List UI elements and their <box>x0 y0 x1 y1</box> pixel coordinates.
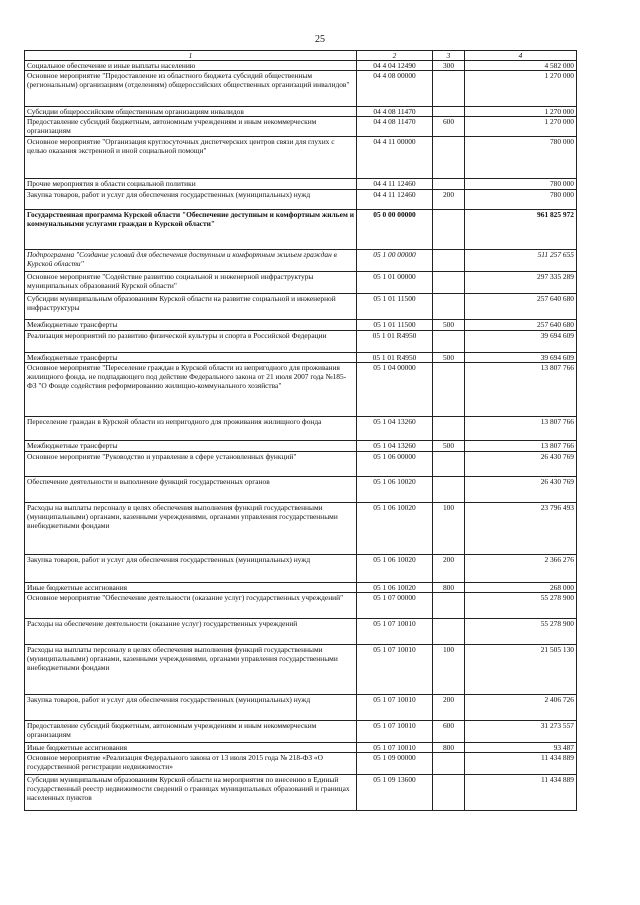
row-type-cell <box>433 210 465 250</box>
row-name-cell: Закупка товаров, работ и услуг для обеспечения государственных (муниципальных) нужд <box>25 190 357 210</box>
table-row <box>25 753 577 775</box>
row-type-cell: 600 <box>433 721 465 743</box>
row-code-cell: 05 1 06 10020 <box>357 503 433 555</box>
row-amount-cell: 39 694 609 <box>465 353 577 363</box>
table-row <box>25 250 577 272</box>
header-col-4: 4 <box>465 51 577 61</box>
row-type-cell: 600 <box>433 117 465 137</box>
table-row <box>25 452 577 477</box>
row-type-cell <box>433 363 465 417</box>
row-name-cell: Предоставление субсидий бюджетным, автономным учреждениям и иным некоммерческим организациям <box>25 117 357 137</box>
row-code-cell: 04 4 04 12490 <box>357 61 433 71</box>
row-name-cell: Субсидии общероссийским общественным организациям инвалидов <box>25 107 357 117</box>
row-amount-cell: 4 582 000 <box>465 61 577 71</box>
row-type-cell <box>433 272 465 294</box>
row-name-cell: Закупка товаров, работ и услуг для обеспечения государственных (муниципальных) нужд <box>25 555 357 583</box>
budget-table <box>24 50 577 811</box>
row-code-cell: 05 1 06 10020 <box>357 583 433 593</box>
row-type-cell: 100 <box>433 645 465 695</box>
row-amount-cell: 268 000 <box>465 583 577 593</box>
row-name-cell: Реализация мероприятий по развитию физической культуры и спорта в Российской Федерации <box>25 331 357 353</box>
row-amount-cell: 39 694 609 <box>465 331 577 353</box>
table-row <box>25 61 577 71</box>
row-code-cell: 05 1 01 11500 <box>357 320 433 331</box>
row-name-cell: Основное мероприятие "Предоставление из областного бюджета субсидий общественным (региональным) организациям (отделениям) общероссийских общественных организаций инвалидов" <box>25 71 357 107</box>
row-type-cell <box>433 137 465 179</box>
row-name-cell: Иные бюджетные ассигнования <box>25 743 357 753</box>
header-col-2: 2 <box>357 51 433 61</box>
row-code-cell: 05 1 01 11500 <box>357 294 433 320</box>
row-amount-cell: 55 278 900 <box>465 619 577 645</box>
row-code-cell: 04 4 08 11470 <box>357 107 433 117</box>
table-row <box>25 363 577 417</box>
row-amount-cell: 1 270 000 <box>465 107 577 117</box>
table-row <box>25 417 577 441</box>
row-name-cell: Основное мероприятие «Реализация Федерального закона от 13 июля 2015 года № 218-ФЗ «О государственной регистрации недвижимости» <box>25 753 357 775</box>
table-row <box>25 353 577 363</box>
row-type-cell <box>433 477 465 503</box>
table-row <box>25 555 577 583</box>
row-code-cell: 04 4 11 00000 <box>357 137 433 179</box>
row-type-cell <box>433 753 465 775</box>
row-type-cell <box>433 179 465 190</box>
row-type-cell <box>433 71 465 107</box>
row-code-cell: 05 1 01 R4950 <box>357 353 433 363</box>
row-code-cell: 05 1 00 00000 <box>357 250 433 272</box>
row-name-cell: Государственная программа Курской области "Обеспечение доступным и комфортным жильем и коммунальными услугами граждан в Курской области" <box>25 210 357 250</box>
row-amount-cell: 11 434 889 <box>465 775 577 811</box>
row-amount-cell: 780 000 <box>465 137 577 179</box>
row-code-cell: 05 1 07 10010 <box>357 645 433 695</box>
row-amount-cell: 257 640 680 <box>465 320 577 331</box>
row-amount-cell: 31 273 557 <box>465 721 577 743</box>
row-name-cell: Закупка товаров, работ и услуг для обеспечения государственных (муниципальных) нужд <box>25 695 357 721</box>
row-code-cell: 05 1 04 00000 <box>357 363 433 417</box>
row-type-cell <box>433 593 465 619</box>
table-body <box>25 61 577 811</box>
header-col-1: 1 <box>25 51 357 61</box>
row-type-cell <box>433 775 465 811</box>
row-name-cell: Основное мероприятие "Содействие развитию социальной и инженерной инфраструктуры муниципальных образований Курской области" <box>25 272 357 294</box>
table-row <box>25 117 577 137</box>
row-type-cell <box>433 250 465 272</box>
row-type-cell: 300 <box>433 61 465 71</box>
row-code-cell: 05 1 07 10010 <box>357 695 433 721</box>
row-type-cell <box>433 417 465 441</box>
row-name-cell: Переселение граждан в Курской области из непригодного для проживания жилищного фонда <box>25 417 357 441</box>
row-amount-cell: 55 278 900 <box>465 593 577 619</box>
row-type-cell: 500 <box>433 441 465 452</box>
table-row <box>25 695 577 721</box>
row-type-cell: 800 <box>433 743 465 753</box>
table-row <box>25 503 577 555</box>
row-type-cell: 500 <box>433 353 465 363</box>
row-amount-cell: 2 406 726 <box>465 695 577 721</box>
table-row <box>25 331 577 353</box>
row-code-cell: 05 1 07 10010 <box>357 619 433 645</box>
table-row <box>25 743 577 753</box>
row-amount-cell: 13 807 766 <box>465 441 577 452</box>
table-row <box>25 583 577 593</box>
row-type-cell: 500 <box>433 320 465 331</box>
row-name-cell: Обеспечение деятельности и выполнение функций государственных органов <box>25 477 357 503</box>
row-type-cell: 100 <box>433 503 465 555</box>
row-type-cell <box>433 294 465 320</box>
row-name-cell: Межбюджетные трансферты <box>25 320 357 331</box>
row-amount-cell: 780 000 <box>465 190 577 210</box>
table-row <box>25 477 577 503</box>
row-type-cell <box>433 107 465 117</box>
row-name-cell: Расходы на выплаты персоналу в целях обеспечения выполнения функций государственными (муниципальными) органами, казенными учреждениями, органами управления государственными внебюджетными фондами <box>25 645 357 695</box>
row-name-cell: Предоставление субсидий бюджетным, автономным учреждениям и иным некоммерческим организациям <box>25 721 357 743</box>
table-row <box>25 619 577 645</box>
row-code-cell: 04 4 11 12460 <box>357 179 433 190</box>
row-code-cell: 05 1 01 R4950 <box>357 331 433 353</box>
row-amount-cell: 297 335 289 <box>465 272 577 294</box>
row-code-cell: 04 4 11 12460 <box>357 190 433 210</box>
table-row <box>25 107 577 117</box>
row-code-cell: 05 1 09 13600 <box>357 775 433 811</box>
table-row <box>25 179 577 190</box>
row-type-cell: 200 <box>433 555 465 583</box>
row-name-cell: Основное мероприятие "Руководство и управление в сфере установленных функций" <box>25 452 357 477</box>
row-amount-cell: 1 270 000 <box>465 71 577 107</box>
row-name-cell: Основное мероприятие "Обеспечение деятельности (оказание услуг) государственных учреждений" <box>25 593 357 619</box>
row-code-cell: 05 1 06 10020 <box>357 555 433 583</box>
row-type-cell: 200 <box>433 190 465 210</box>
row-name-cell: Межбюджетные трансферты <box>25 441 357 452</box>
table-row <box>25 210 577 250</box>
table-row <box>25 71 577 107</box>
row-name-cell: Основное мероприятие "Организация круглосуточных диспетчерских центров связи для глухих с целью оказания экстренной и иной социальной помощи" <box>25 137 357 179</box>
row-amount-cell: 2 366 276 <box>465 555 577 583</box>
row-amount-cell: 93 487 <box>465 743 577 753</box>
row-name-cell: Субсидии муниципальным образованиям Курской области на мероприятия по внесению в Единый государственный реестр недвижимости сведений о границах муниципальных образований и границах населенных пунктов <box>25 775 357 811</box>
row-amount-cell: 257 640 680 <box>465 294 577 320</box>
row-amount-cell: 961 825 972 <box>465 210 577 250</box>
row-code-cell: 05 1 01 00000 <box>357 272 433 294</box>
row-code-cell: 05 0 00 00000 <box>357 210 433 250</box>
row-type-cell: 800 <box>433 583 465 593</box>
table-header-row <box>25 51 577 61</box>
row-type-cell <box>433 619 465 645</box>
header-col-3: 3 <box>433 51 465 61</box>
row-name-cell: Субсидии муниципальным образованиям Курской области на развитие социальной и инженерной инфраструктуры <box>25 294 357 320</box>
table-row <box>25 721 577 743</box>
row-name-cell: Подпрограмма "Создание условий для обеспечения доступным и комфортным жильем граждан в Курской области" <box>25 250 357 272</box>
table-row <box>25 441 577 452</box>
row-type-cell <box>433 331 465 353</box>
table-row <box>25 272 577 294</box>
table-row <box>25 137 577 179</box>
row-code-cell: 05 1 09 00000 <box>357 753 433 775</box>
row-amount-cell: 23 796 493 <box>465 503 577 555</box>
row-name-cell: Основное мероприятие "Переселение граждан в Курской области из непригодного для проживания жилищного фонда, не подпадающего под действие Федерального закона от 21 июля 2007 года №185-ФЗ "О Фонде содействия реформированию жилищно-коммунального хозяйства" <box>25 363 357 417</box>
table-row <box>25 645 577 695</box>
row-type-cell <box>433 452 465 477</box>
table-row <box>25 775 577 811</box>
row-code-cell: 04 4 08 11470 <box>357 117 433 137</box>
row-amount-cell: 1 270 000 <box>465 117 577 137</box>
row-amount-cell: 780 000 <box>465 179 577 190</box>
table-row <box>25 190 577 210</box>
table-row <box>25 320 577 331</box>
row-code-cell: 05 1 04 13260 <box>357 441 433 452</box>
row-amount-cell: 26 430 769 <box>465 477 577 503</box>
row-name-cell: Иные бюджетные ассигнования <box>25 583 357 593</box>
row-code-cell: 05 1 07 10010 <box>357 743 433 753</box>
row-amount-cell: 511 257 655 <box>465 250 577 272</box>
page-number: 25 <box>315 34 325 45</box>
table-row <box>25 593 577 619</box>
row-code-cell: 05 1 07 10010 <box>357 721 433 743</box>
row-code-cell: 05 1 04 13260 <box>357 417 433 441</box>
row-code-cell: 05 1 06 00000 <box>357 452 433 477</box>
row-name-cell: Расходы на обеспечение деятельности (оказание услуг) государственных учреждений <box>25 619 357 645</box>
row-name-cell: Межбюджетные трансферты <box>25 353 357 363</box>
row-name-cell: Прочие мероприятия в области социальной политики <box>25 179 357 190</box>
row-code-cell: 05 1 06 10020 <box>357 477 433 503</box>
row-amount-cell: 13 807 766 <box>465 363 577 417</box>
row-code-cell: 05 1 07 00000 <box>357 593 433 619</box>
row-code-cell: 04 4 08 00000 <box>357 71 433 107</box>
row-amount-cell: 26 430 769 <box>465 452 577 477</box>
row-amount-cell: 21 505 130 <box>465 645 577 695</box>
row-name-cell: Социальное обеспечение и иные выплаты населению <box>25 61 357 71</box>
row-amount-cell: 11 434 889 <box>465 753 577 775</box>
row-type-cell: 200 <box>433 695 465 721</box>
row-amount-cell: 13 807 766 <box>465 417 577 441</box>
row-name-cell: Расходы на выплаты персоналу в целях обеспечения выполнения функций государственными (муниципальными) органами, казенными учреждениями, органами управления государственными внебюджетными фондами <box>25 503 357 555</box>
table-row <box>25 294 577 320</box>
